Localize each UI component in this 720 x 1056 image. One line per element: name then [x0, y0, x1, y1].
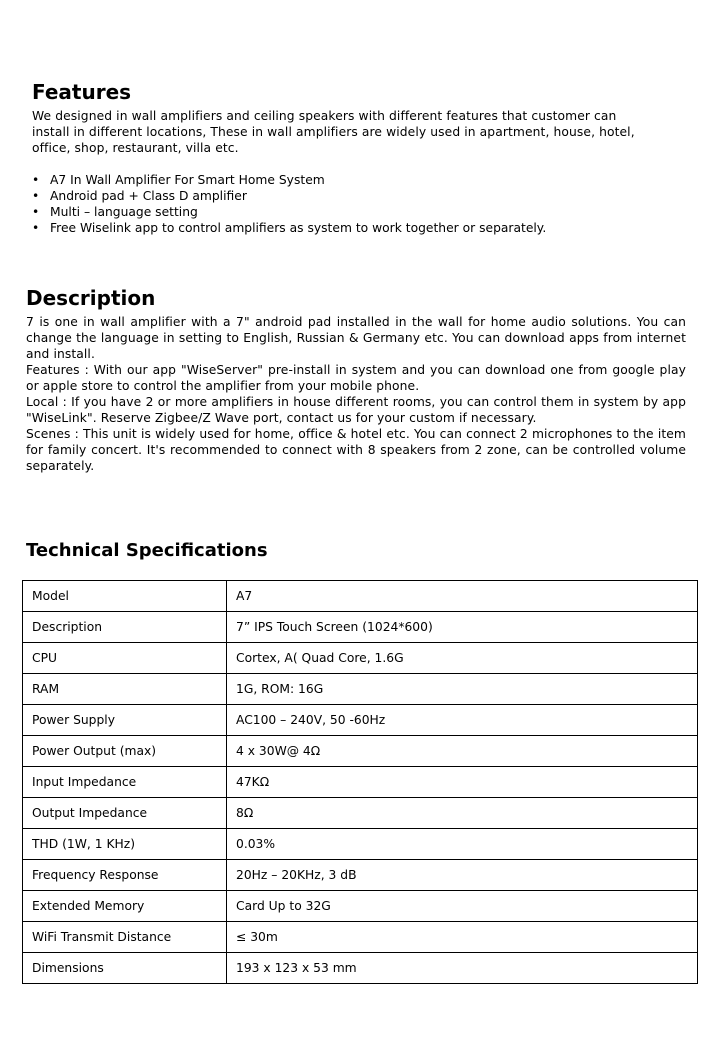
spec-label: Dimensions: [23, 953, 227, 984]
list-item: [32, 188, 652, 204]
spec-value: 4 x 30W@ 4Ω: [227, 736, 698, 767]
table-row: [23, 891, 698, 922]
list-item: [32, 220, 652, 236]
spec-label: WiFi Transmit Distance: [23, 922, 227, 953]
spec-label: Frequency Response: [23, 860, 227, 891]
spec-value: ≤ 30m: [227, 922, 698, 953]
spec-value: 1G, ROM: 16G: [227, 674, 698, 705]
table-row: [23, 612, 698, 643]
spec-value: Cortex, A( Quad Core, 1.6G: [227, 643, 698, 674]
description-local-paragraph: Local : If you have 2 or more amplifiers in house different rooms, you can control them in system by app "WiseLink". Reserve Zigbee/Z Wave port, contact us for your custom if necessary.: [26, 395, 686, 425]
table-row: [23, 581, 698, 612]
table-row: [23, 860, 698, 891]
spec-label: Model: [23, 581, 227, 612]
bullet-icon: •: [32, 221, 40, 235]
features-heading: Features: [32, 80, 132, 104]
list-item-text: A7 In Wall Amplifier For Smart Home System: [50, 173, 325, 187]
spec-label: RAM: [23, 674, 227, 705]
tech-specs-heading: Technical Specifications: [26, 540, 268, 561]
spec-label: Extended Memory: [23, 891, 227, 922]
spec-label: CPU: [23, 643, 227, 674]
spec-value: A7: [227, 581, 698, 612]
table-row: [23, 705, 698, 736]
description-heading: Description: [26, 286, 156, 310]
spec-value: 7” IPS Touch Screen (1024*600): [227, 612, 698, 643]
list-item-text: Multi – language setting: [50, 205, 198, 219]
list-item: [32, 204, 652, 220]
spec-label: Output Impedance: [23, 798, 227, 829]
bullet-icon: •: [32, 205, 40, 219]
spec-table: [22, 580, 698, 984]
description-scenes-paragraph: Scenes : This unit is widely used for home, office & hotel etc. You can connect 2 microphones to the item for family concert. It's recommended to connect with 8 speakers from 2 zone, can be controlled volume separately.: [26, 427, 686, 473]
spec-value: 0.03%: [227, 829, 698, 860]
spec-value: Card Up to 32G: [227, 891, 698, 922]
spec-value: 193 x 123 x 53 mm: [227, 953, 698, 984]
features-section: [32, 80, 652, 236]
table-row: [23, 829, 698, 860]
features-list: [32, 172, 652, 236]
table-row: [23, 798, 698, 829]
table-row: [23, 643, 698, 674]
spec-value: 20Hz – 20KHz, 3 dB: [227, 860, 698, 891]
spec-value: 47KΩ: [227, 767, 698, 798]
table-row: [23, 736, 698, 767]
description-paragraph: 7 is one in wall amplifier with a 7" android pad installed in the wall for home audio solutions. You can change the language in setting to English, Russian & Germany etc. You can download apps from internet and install.: [26, 315, 686, 361]
table-row: [23, 767, 698, 798]
spec-label: Input Impedance: [23, 767, 227, 798]
bullet-icon: •: [32, 173, 40, 187]
features-paragraph: We designed in wall amplifiers and ceiling speakers with different features that customer can install in different locations, These in wall amplifiers are widely used in apartment, house, hotel, office, shop, restaurant, villa etc.: [32, 109, 635, 155]
tech-specs-section: [26, 540, 698, 562]
spec-label: Power Supply: [23, 705, 227, 736]
table-row: [23, 953, 698, 984]
spec-value: AC100 – 240V, 50 -60Hz: [227, 705, 698, 736]
list-item-text: Free Wiselink app to control amplifiers as system to work together or separately.: [50, 221, 547, 235]
list-item-text: Android pad + Class D amplifier: [50, 189, 247, 203]
spec-label: THD (1W, 1 KHz): [23, 829, 227, 860]
spec-value: 8Ω: [227, 798, 698, 829]
bullet-icon: •: [32, 189, 40, 203]
spec-label: Description: [23, 612, 227, 643]
description-section: [26, 286, 686, 474]
spec-label: Power Output (max): [23, 736, 227, 767]
table-row: [23, 674, 698, 705]
description-features-paragraph: Features : With our app "WiseServer" pre-install in system and you can download one from google play or apple store to control the amplifier from your mobile phone.: [26, 363, 686, 393]
table-row: [23, 922, 698, 953]
list-item: [32, 172, 652, 188]
